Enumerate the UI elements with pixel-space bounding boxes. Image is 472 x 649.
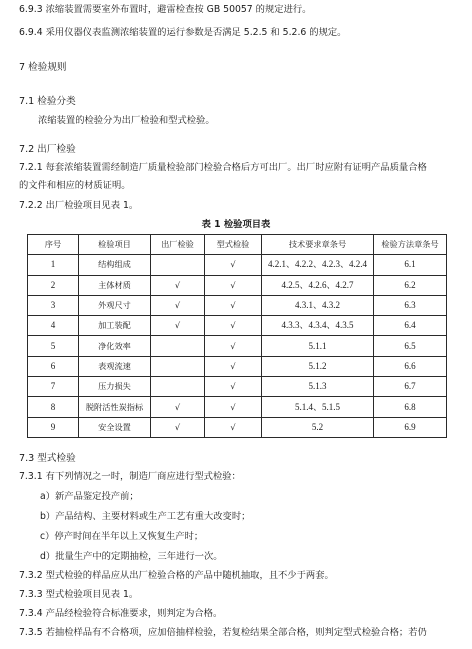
table-row xyxy=(28,275,447,295)
cell-requirement: 5.1.2 xyxy=(262,356,374,376)
clause-7-3-1: 7.3.1 有下列情况之一时，制造厂商应进行型式检验： xyxy=(19,471,241,482)
cell-factory-check: √ xyxy=(151,316,205,336)
cell-serial: 4 xyxy=(28,316,79,336)
cell-requirement: 4.2.5、4.2.6、4.2.7 xyxy=(262,275,374,295)
cell-requirement: 4.3.3、4.3.4、4.3.5 xyxy=(262,316,374,336)
cell-factory-check xyxy=(151,356,205,376)
cell-type-check: √ xyxy=(205,397,262,417)
clause-7-3-5: 7.3.5 若抽检样品有不合格项，应加倍抽样检验，若复检结果全部合格，则判定型式检验合格；若仍 xyxy=(19,627,427,638)
list-item-c: c）停产时间在半年以上又恢复生产时； xyxy=(40,531,204,542)
cell-serial: 9 xyxy=(28,417,79,437)
cell-requirement: 5.1.1 xyxy=(262,336,374,356)
cell-method: 6.3 xyxy=(374,295,447,315)
cell-requirement: 5.2 xyxy=(262,417,374,437)
clause-6-9-3: 6.9.3 浓缩装置需要室外布置时，避雷检查按 GB 50057 的规定进行。 xyxy=(19,4,312,15)
cell-item: 脱附活性炭指标 xyxy=(79,397,151,417)
table-header-row xyxy=(28,235,447,255)
cell-factory-check xyxy=(151,336,205,356)
header-requirement-clause: 技术要求章条号 xyxy=(262,235,374,255)
table-title: 表 1 检验项目表 xyxy=(201,219,271,230)
table-row xyxy=(28,255,447,275)
cell-serial: 5 xyxy=(28,336,79,356)
cell-type-check: √ xyxy=(205,377,262,397)
cell-serial: 6 xyxy=(28,356,79,376)
list-item-b: b）产品结构、主要材料或生产工艺有重大改变时； xyxy=(40,511,251,522)
cell-type-check: √ xyxy=(205,316,262,336)
cell-factory-check: √ xyxy=(151,417,205,437)
cell-type-check: √ xyxy=(205,417,262,437)
header-item: 检验项目 xyxy=(79,235,151,255)
section-7-1-body: 浓缩装置的检验分为出厂检验和型式检验。 xyxy=(38,115,215,126)
cell-serial: 1 xyxy=(28,255,79,275)
cell-item: 安全设置 xyxy=(79,417,151,437)
cell-method: 6.5 xyxy=(374,336,447,356)
cell-method: 6.8 xyxy=(374,397,447,417)
cell-item: 净化效率 xyxy=(79,336,151,356)
table-row xyxy=(28,417,447,437)
header-serial: 序号 xyxy=(28,235,79,255)
cell-type-check: √ xyxy=(205,275,262,295)
cell-factory-check xyxy=(151,377,205,397)
clause-7-3-2: 7.3.2 型式检验的样品应从出厂检验合格的产品中随机抽取，且不少于两套。 xyxy=(19,570,334,581)
cell-item: 压力损失 xyxy=(79,377,151,397)
table-row xyxy=(28,336,447,356)
header-factory-inspection: 出厂检验 xyxy=(151,235,205,255)
cell-type-check: √ xyxy=(205,356,262,376)
cell-serial: 2 xyxy=(28,275,79,295)
cell-serial: 8 xyxy=(28,397,79,417)
cell-requirement: 5.1.3 xyxy=(262,377,374,397)
clause-6-9-4: 6.9.4 采用仪器仪表监测浓缩装置的运行参数是否满足 5.2.5 和 5.2.6 的规定。 xyxy=(19,27,347,38)
table-row xyxy=(28,397,447,417)
cell-method: 6.9 xyxy=(374,417,447,437)
cell-serial: 3 xyxy=(28,295,79,315)
table-row xyxy=(28,377,447,397)
cell-type-check: √ xyxy=(205,295,262,315)
cell-requirement: 5.1.4、5.1.5 xyxy=(262,397,374,417)
cell-item: 表观流速 xyxy=(79,356,151,376)
clause-7-2-1-line2: 的文件和相应的材质证明。 xyxy=(19,180,131,191)
inspection-items-table xyxy=(27,234,447,438)
table-row xyxy=(28,295,447,315)
cell-method: 6.6 xyxy=(374,356,447,376)
cell-type-check: √ xyxy=(205,255,262,275)
cell-serial: 7 xyxy=(28,377,79,397)
section-7-3-title: 7.3 型式检验 xyxy=(19,453,76,464)
cell-factory-check xyxy=(151,255,205,275)
cell-method: 6.7 xyxy=(374,377,447,397)
clause-7-3-3: 7.3.3 型式检验项目见表 1。 xyxy=(19,589,139,600)
cell-requirement: 4.3.1、4.3.2 xyxy=(262,295,374,315)
cell-item: 加工装配 xyxy=(79,316,151,336)
cell-item: 外观尺寸 xyxy=(79,295,151,315)
cell-factory-check: √ xyxy=(151,295,205,315)
section-7-1-title: 7.1 检验分类 xyxy=(19,96,76,107)
cell-item: 结构组成 xyxy=(79,255,151,275)
section-7-2-title: 7.2 出厂检验 xyxy=(19,144,76,155)
cell-factory-check: √ xyxy=(151,397,205,417)
cell-method: 6.4 xyxy=(374,316,447,336)
cell-item: 主体材质 xyxy=(79,275,151,295)
list-item-a: a）新产品鉴定投产前； xyxy=(40,491,139,502)
table-row xyxy=(28,316,447,336)
header-type-inspection: 型式检验 xyxy=(205,235,262,255)
cell-requirement: 4.2.1、4.2.2、4.2.3、4.2.4 xyxy=(262,255,374,275)
clause-7-2-2: 7.2.2 出厂检验项目见表 1。 xyxy=(19,200,139,211)
cell-method: 6.2 xyxy=(374,275,447,295)
cell-method: 6.1 xyxy=(374,255,447,275)
cell-type-check: √ xyxy=(205,336,262,356)
cell-factory-check: √ xyxy=(151,275,205,295)
section-7-title: 7 检验规则 xyxy=(19,62,67,73)
clause-7-3-4: 7.3.4 产品经检验符合标准要求，则判定为合格。 xyxy=(19,608,223,619)
list-item-d: d）批量生产中的定期抽检，三年进行一次。 xyxy=(40,551,223,562)
clause-7-2-1-line1: 7.2.1 每套浓缩装置需经制造厂质量检验部门检验合格后方可出厂。出厂时应附有证明产品质量合格 xyxy=(19,162,427,173)
table-row xyxy=(28,356,447,376)
header-method-clause: 检验方法章条号 xyxy=(374,235,447,255)
